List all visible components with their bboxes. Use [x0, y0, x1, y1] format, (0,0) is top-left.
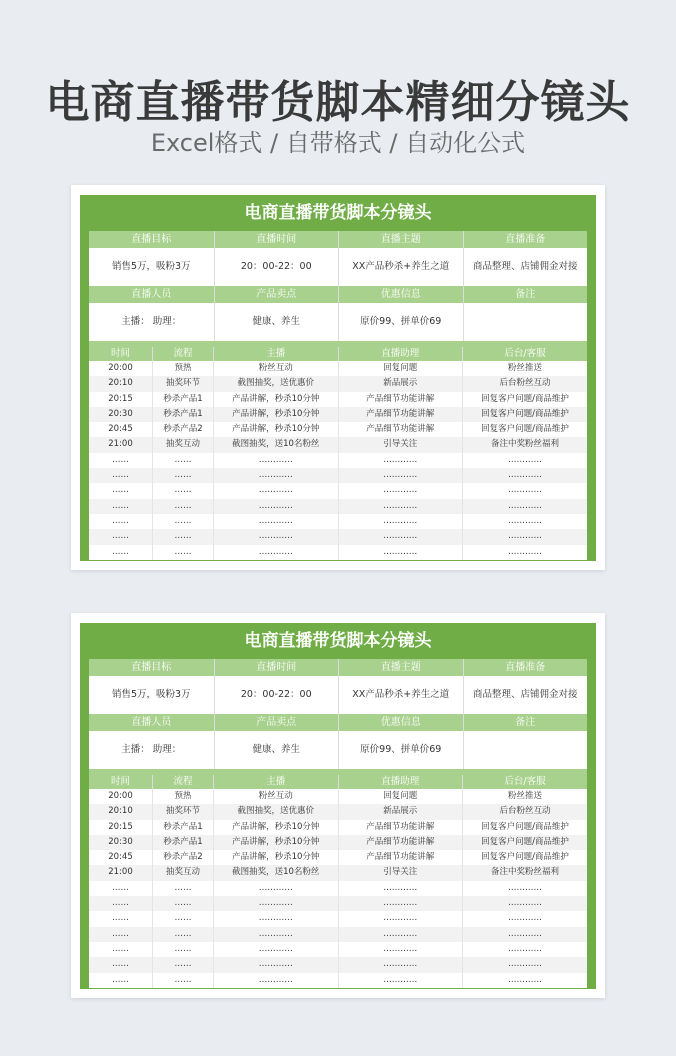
- info2-header-row-cell: 优惠信息: [338, 714, 463, 731]
- table-cell: ……: [112, 959, 129, 970]
- table-cell: …………: [338, 896, 463, 911]
- table-row: [89, 453, 587, 468]
- sheet-title: 电商直播带货脚本分镜头: [244, 203, 432, 223]
- column-header: 后台/客服: [462, 775, 587, 789]
- table-row: [89, 927, 587, 942]
- table-cell: ……: [112, 470, 129, 481]
- table-cell: 20:45: [108, 424, 133, 435]
- table-cell: 预热: [152, 789, 213, 804]
- table-cell: 后台粉丝互动: [462, 804, 587, 819]
- table-row: [89, 881, 587, 896]
- table-cell: 粉丝互动: [213, 361, 338, 376]
- table-cell: …………: [338, 499, 463, 514]
- table-cell: ……: [112, 454, 129, 465]
- info-header-row-cell: 直播准备: [463, 659, 588, 676]
- table-cell: ……: [112, 515, 129, 526]
- table-cell: …………: [462, 927, 587, 942]
- table-cell: 粉丝互动: [213, 789, 338, 804]
- table-cell: …………: [213, 453, 338, 468]
- table-cell: 20:00: [108, 791, 133, 801]
- table-cell: ……: [152, 896, 213, 911]
- spreadsheet-preview-1: [71, 185, 605, 570]
- table-cell: 20:30: [108, 408, 133, 419]
- table-row: [89, 499, 587, 514]
- table-cell: …………: [213, 514, 338, 529]
- info2-value-row-cell: [463, 731, 588, 769]
- table-cell: ……: [152, 529, 213, 544]
- table-cell: …………: [338, 453, 463, 468]
- info-value-row-cell: 商品整理、店铺佣金对接: [463, 248, 588, 286]
- info-header-row-cell: 直播时间: [214, 231, 339, 248]
- table-cell: …………: [338, 927, 463, 942]
- table-cell: 回复客户问题/商品维护: [462, 407, 587, 422]
- table-cell: …………: [338, 911, 463, 926]
- column-header: 直播助理: [338, 347, 463, 361]
- table-cell: 产品讲解，秒杀10分钟: [213, 392, 338, 407]
- table-cell: ……: [152, 453, 213, 468]
- info-header-row: [89, 659, 587, 676]
- spreadsheet-preview-2: [71, 613, 605, 998]
- table-cell: …………: [462, 881, 587, 896]
- info-header-row-cell: 直播时间: [214, 659, 339, 676]
- table-cell: ……: [112, 913, 129, 924]
- info2-value-row-cell: 原价99、拼单价69: [338, 731, 463, 769]
- table-cell: ……: [112, 928, 129, 939]
- table-cell: …………: [338, 483, 463, 498]
- table-cell: ……: [152, 957, 213, 972]
- sheet-body: [89, 659, 587, 988]
- table-cell: …………: [462, 499, 587, 514]
- table-cell: ……: [152, 545, 213, 560]
- table-cell: 截图抽奖，送10名粉丝: [213, 865, 338, 880]
- table-cell: 粉丝推送: [462, 789, 587, 804]
- table-cell: 产品讲解，秒杀10分钟: [213, 835, 338, 850]
- table-cell: 秒杀产品2: [152, 422, 213, 437]
- table-cell: …………: [462, 911, 587, 926]
- table-cell: ……: [112, 882, 129, 893]
- table-cell: ……: [152, 483, 213, 498]
- table-cell: 21:00: [108, 439, 133, 450]
- table-cell: …………: [338, 468, 463, 483]
- table-cell: ……: [112, 943, 129, 954]
- table-row: [89, 361, 587, 376]
- info2-header-row-cell: 直播人员: [131, 717, 172, 728]
- table-cell: 回复客户问题/商品维护: [462, 392, 587, 407]
- table-cell: …………: [213, 973, 338, 988]
- table-cell: 秒杀产品1: [152, 835, 213, 850]
- table-row: [89, 804, 587, 819]
- table-row: [89, 942, 587, 957]
- table-cell: …………: [338, 514, 463, 529]
- info2-header-row: [89, 286, 587, 303]
- info-header-row-cell: 直播主题: [338, 659, 463, 676]
- table-row: [89, 483, 587, 498]
- table-cell: 截图抽奖，送优惠价: [213, 376, 338, 391]
- table-cell: 截图抽奖，送优惠价: [213, 804, 338, 819]
- table-row: [89, 407, 587, 422]
- table-cell: …………: [462, 468, 587, 483]
- table-cell: …………: [462, 514, 587, 529]
- table-row: [89, 957, 587, 972]
- table-cell: 回复问题: [338, 789, 463, 804]
- table-cell: …………: [338, 545, 463, 560]
- table-row: [89, 529, 587, 544]
- table-cell: ……: [152, 942, 213, 957]
- info2-value-row-cell: 主播： 助理：: [121, 744, 182, 755]
- table-cell: 20:15: [108, 393, 133, 404]
- table-cell: …………: [213, 957, 338, 972]
- table-cell: 回复问题: [338, 361, 463, 376]
- table-cell: ……: [112, 974, 129, 985]
- table-cell: 产品讲解，秒杀10分钟: [213, 850, 338, 865]
- info2-header-row-cell: 备注: [463, 286, 588, 303]
- table-cell: 回复客户问题/商品维护: [462, 820, 587, 835]
- info-value-row: [89, 248, 587, 286]
- table-cell: …………: [213, 499, 338, 514]
- info-header-row-cell: 直播准备: [463, 231, 588, 248]
- info2-value-row: [89, 731, 587, 769]
- column-header: 时间: [110, 348, 130, 359]
- info-value-row-cell: 销售5万，吸粉3万: [111, 261, 191, 272]
- table-cell: 20:15: [108, 821, 133, 832]
- table-cell: 截图抽奖，送10名粉丝: [213, 437, 338, 452]
- table-cell: …………: [338, 881, 463, 896]
- page-subtitle: Excel格式 / 自带格式 / 自动化公式: [150, 129, 526, 157]
- table-cell: 粉丝推送: [462, 361, 587, 376]
- info-value-row: [89, 676, 587, 714]
- table-cell: …………: [213, 468, 338, 483]
- info2-value-row-cell: 健康、养生: [214, 731, 339, 769]
- table-cell: …………: [213, 896, 338, 911]
- column-header: 时间: [110, 776, 130, 787]
- table-cell: 回复客户问题/商品维护: [462, 835, 587, 850]
- table-cell: 21:00: [108, 867, 133, 878]
- table-row: [89, 835, 587, 850]
- info2-header-row-cell: 直播人员: [131, 289, 172, 300]
- table-cell: 20:10: [108, 378, 133, 389]
- table-cell: 预热: [152, 361, 213, 376]
- info-header-row-cell: 直播主题: [338, 231, 463, 248]
- info-value-row-cell: 20：00-22：00: [214, 248, 339, 286]
- table-row: [89, 376, 587, 391]
- table-cell: 回复客户问题/商品维护: [462, 422, 587, 437]
- table-cell: ……: [152, 468, 213, 483]
- table-cell: …………: [462, 483, 587, 498]
- table-header-row: [89, 347, 587, 361]
- table-cell: ……: [152, 927, 213, 942]
- table-cell: 备注中奖粉丝福利: [462, 437, 587, 452]
- table-row: [89, 789, 587, 804]
- info-header-row-cell: 直播目标: [131, 662, 172, 673]
- table-row: [89, 392, 587, 407]
- table-row: [89, 468, 587, 483]
- info2-value-row-cell: 主播： 助理：: [121, 316, 182, 327]
- table-cell: …………: [462, 896, 587, 911]
- table-cell: 产品讲解，秒杀10分钟: [213, 407, 338, 422]
- table-cell: …………: [213, 545, 338, 560]
- table-cell: 秒杀产品2: [152, 850, 213, 865]
- table-cell: …………: [462, 973, 587, 988]
- table-cell: ……: [112, 531, 129, 542]
- table-cell: 秒杀产品1: [152, 407, 213, 422]
- table-cell: …………: [338, 957, 463, 972]
- info2-value-row-cell: 健康、养生: [214, 303, 339, 341]
- info2-value-row: [89, 303, 587, 341]
- sheet-frame: [80, 623, 596, 989]
- table-cell: …………: [213, 927, 338, 942]
- table-cell: ……: [112, 546, 129, 557]
- info-value-row-cell: XX产品秒杀+养生之道: [338, 248, 463, 286]
- column-header: 主播: [213, 775, 338, 789]
- column-header: 主播: [213, 347, 338, 361]
- column-header: 流程: [152, 775, 213, 789]
- table-cell: …………: [338, 942, 463, 957]
- column-header: 后台/客服: [462, 347, 587, 361]
- info2-header-row-cell: 优惠信息: [338, 286, 463, 303]
- table-cell: 新品展示: [338, 804, 463, 819]
- table-cell: 20:45: [108, 852, 133, 863]
- table-row: [89, 422, 587, 437]
- info2-header-row-cell: 产品卖点: [214, 286, 339, 303]
- table-cell: 秒杀产品1: [152, 820, 213, 835]
- table-cell: 秒杀产品1: [152, 392, 213, 407]
- table-cell: …………: [338, 973, 463, 988]
- table-cell: 产品细节功能讲解: [338, 422, 463, 437]
- table-cell: 新品展示: [338, 376, 463, 391]
- table-cell: 引导关注: [338, 865, 463, 880]
- table-row: [89, 850, 587, 865]
- table-row: [89, 865, 587, 880]
- info-value-row-cell: 商品整理、店铺佣金对接: [463, 676, 588, 714]
- table-cell: 抽奖互动: [152, 437, 213, 452]
- table-cell: 产品细节功能讲解: [338, 835, 463, 850]
- table-cell: …………: [213, 483, 338, 498]
- table-cell: 备注中奖粉丝福利: [462, 865, 587, 880]
- table-row: [89, 820, 587, 835]
- table-cell: 20:10: [108, 806, 133, 817]
- info2-header-row-cell: 产品卖点: [214, 714, 339, 731]
- table-cell: ……: [152, 499, 213, 514]
- table-cell: …………: [462, 942, 587, 957]
- info-value-row-cell: 销售5万，吸粉3万: [111, 689, 191, 700]
- table-cell: …………: [338, 529, 463, 544]
- table-cell: 抽奖环节: [152, 376, 213, 391]
- table-cell: …………: [462, 545, 587, 560]
- info2-header-row: [89, 714, 587, 731]
- info-value-row-cell: 20：00-22：00: [214, 676, 339, 714]
- table-cell: …………: [462, 529, 587, 544]
- table-cell: 产品细节功能讲解: [338, 392, 463, 407]
- info-value-row-cell: XX产品秒杀+养生之道: [338, 676, 463, 714]
- table-row: [89, 437, 587, 452]
- table-cell: ……: [112, 500, 129, 511]
- table-row: [89, 545, 587, 560]
- table-cell: ……: [112, 898, 129, 909]
- table-cell: …………: [462, 957, 587, 972]
- sheet-body: [89, 231, 587, 560]
- table-cell: ……: [152, 881, 213, 896]
- sheet-title: 电商直播带货脚本分镜头: [244, 631, 432, 651]
- table-cell: 引导关注: [338, 437, 463, 452]
- info2-header-row-cell: 备注: [463, 714, 588, 731]
- table-cell: ……: [112, 485, 129, 496]
- table-cell: 20:00: [108, 363, 133, 373]
- column-header: 直播助理: [338, 775, 463, 789]
- table-cell: 回复客户问题/商品维护: [462, 850, 587, 865]
- table-cell: …………: [213, 529, 338, 544]
- table-cell: 产品细节功能讲解: [338, 850, 463, 865]
- table-cell: ……: [152, 514, 213, 529]
- table-cell: 产品讲解，秒杀10分钟: [213, 820, 338, 835]
- sheet-frame: [80, 195, 596, 561]
- table-cell: 抽奖环节: [152, 804, 213, 819]
- table-cell: 产品细节功能讲解: [338, 820, 463, 835]
- table-cell: ……: [152, 973, 213, 988]
- table-cell: 20:30: [108, 836, 133, 847]
- table-header-row: [89, 775, 587, 789]
- table-cell: 后台粉丝互动: [462, 376, 587, 391]
- table-row: [89, 896, 587, 911]
- table-cell: …………: [213, 911, 338, 926]
- table-cell: …………: [213, 942, 338, 957]
- info-header-row-cell: 直播目标: [131, 234, 172, 245]
- table-cell: ……: [152, 911, 213, 926]
- info2-value-row-cell: [463, 303, 588, 341]
- table-cell: 产品讲解，秒杀10分钟: [213, 422, 338, 437]
- info-header-row: [89, 231, 587, 248]
- page-title: 电商直播带货脚本精细分镜头: [45, 77, 631, 128]
- column-header: 流程: [152, 347, 213, 361]
- table-cell: 产品细节功能讲解: [338, 407, 463, 422]
- table-row: [89, 911, 587, 926]
- table-cell: …………: [462, 453, 587, 468]
- table-cell: 抽奖互动: [152, 865, 213, 880]
- table-row: [89, 514, 587, 529]
- table-row: [89, 973, 587, 988]
- table-cell: …………: [213, 881, 338, 896]
- info2-value-row-cell: 原价99、拼单价69: [338, 303, 463, 341]
